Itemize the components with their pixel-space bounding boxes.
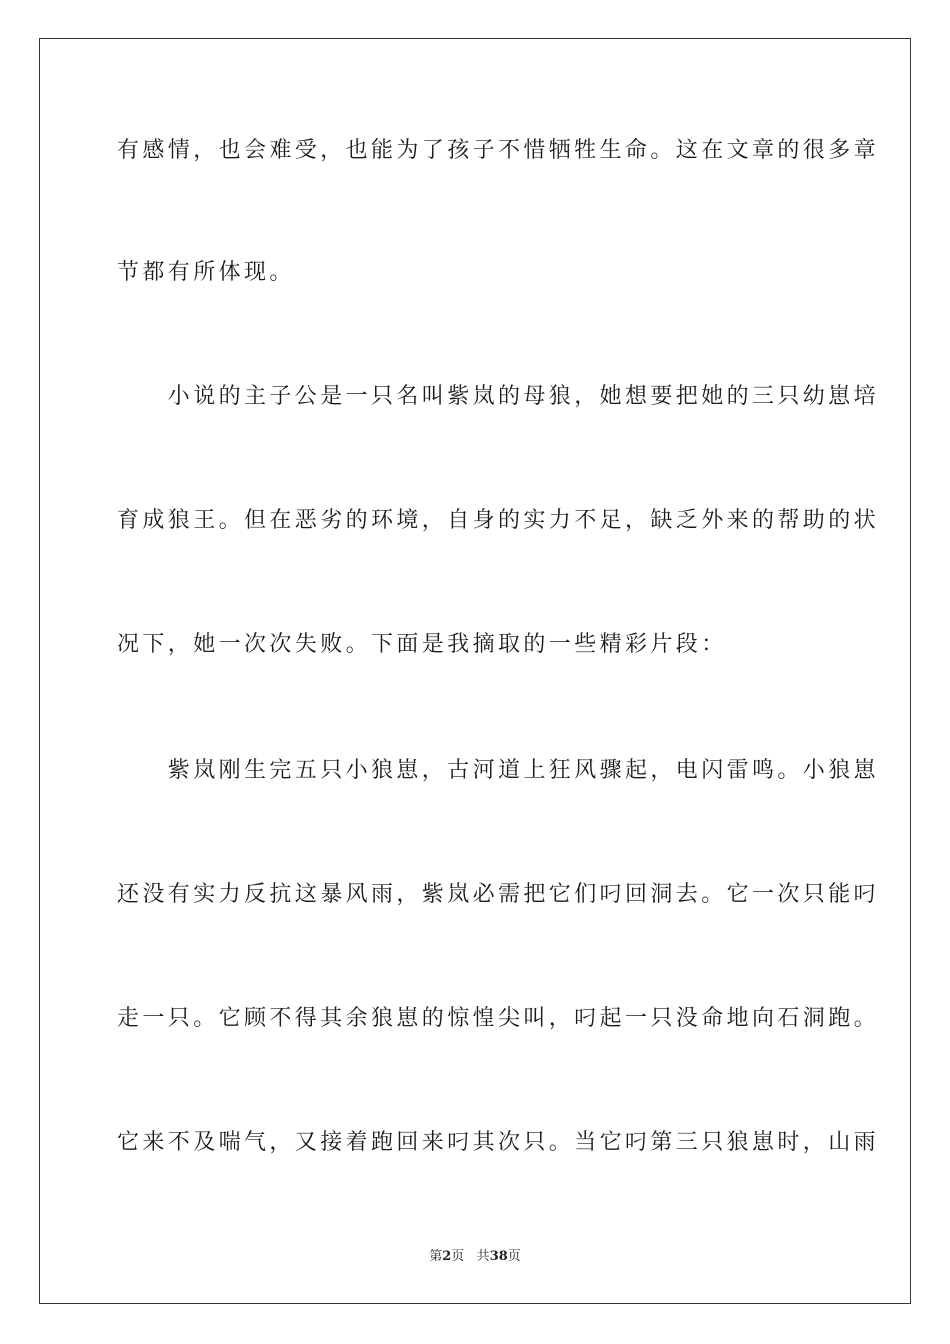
- text-line-1: 有感情，也会难受，也能为了孩子不惜牺牲生命。这在文章的很多章: [117, 138, 880, 163]
- current-page-number: 2: [442, 1249, 452, 1264]
- text-line-6: 紫岚刚生完五只小狼崽，古河道上狂风骤起，电闪雷鸣。小狼崽: [117, 758, 880, 783]
- text-line-7: 还没有实力反抗这暴风雨，紫岚必需把它们叼回洞去。它一次只能叼: [117, 882, 880, 907]
- text-line-9: 它来不及喘气，又接着跑回来叼其次只。当它叼第三只狼崽时，山雨: [117, 1130, 880, 1155]
- text-line-8: 走一只。它顾不得其余狼崽的惊惶尖叫，叼起一只没命地向石洞跑。: [117, 1006, 880, 1031]
- footer-prefix: 第: [429, 1249, 443, 1264]
- text-line-2: 节都有所体现。: [117, 260, 295, 285]
- footer-page-unit: 页: [451, 1249, 465, 1264]
- text-line-5: 况下，她一次次失败。下面是我摘取的一些精彩片段：: [117, 632, 727, 657]
- footer-total-prefix: 共: [476, 1249, 490, 1264]
- text-line-3: 小说的主子公是一只名叫紫岚的母狼，她想要把她的三只幼崽培: [117, 384, 880, 409]
- text-line-4: 育成狼王。但在恶劣的环境，自身的实力不足，缺乏外来的帮助的状: [117, 508, 880, 533]
- page-frame: [39, 38, 911, 1304]
- footer-total-unit: 页: [507, 1249, 521, 1264]
- page-footer: [0, 1248, 950, 1266]
- total-pages-number: 38: [489, 1249, 508, 1264]
